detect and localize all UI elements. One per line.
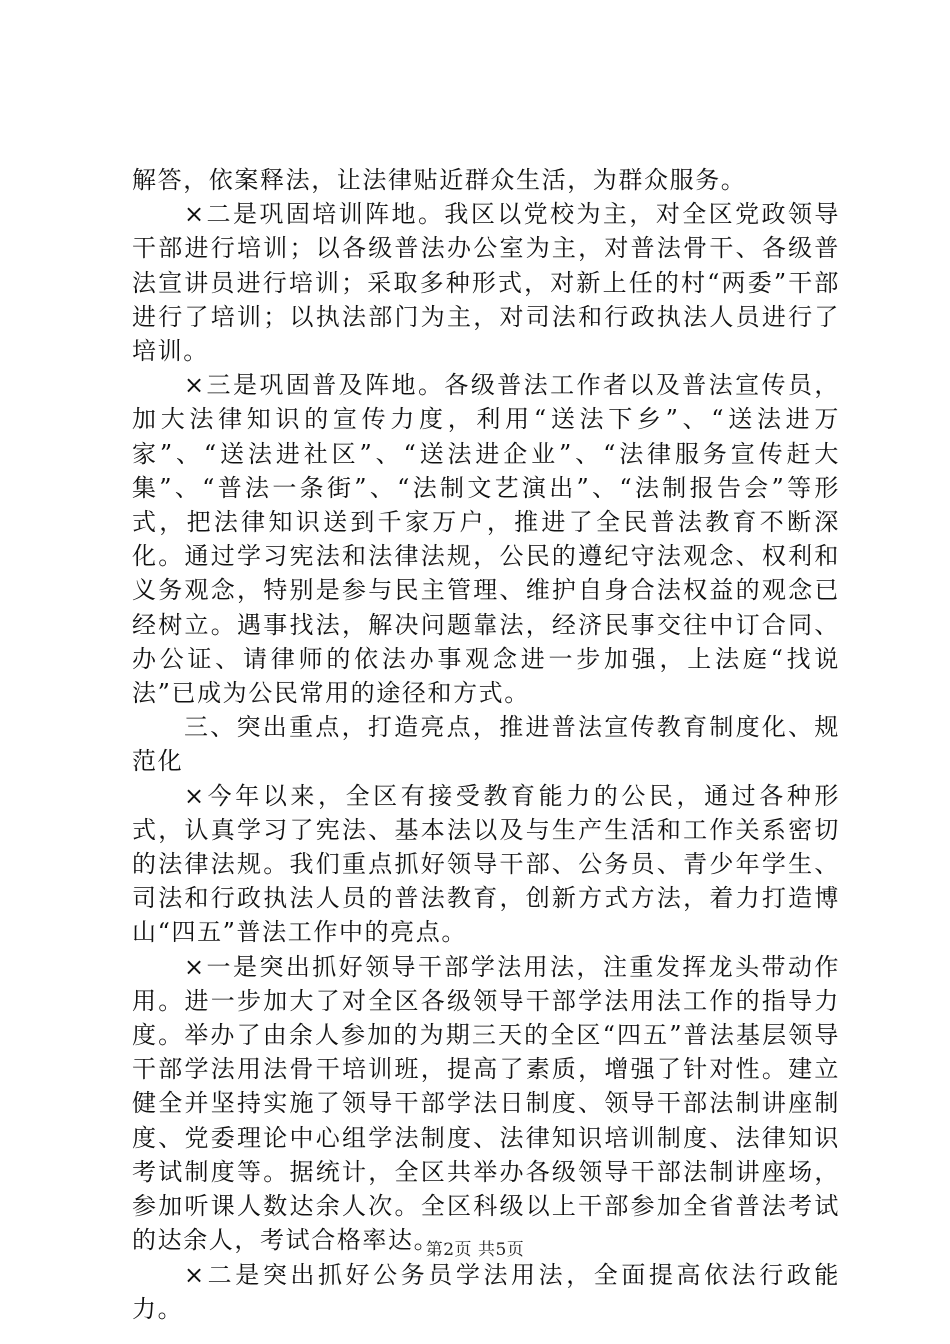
paragraph: ×三是巩固普及阵地。各级普法工作者以及普法宣传员，加大法律知识的宣传力度，利用“送法下乡”、“送法进万家”、“送法进社区”、“送法进企业”、“法律服务宣传赶大集”、“普法一条街”、“法制文艺演出”、“法制报告会”等形式，把法律知识送到千家万户，推进了全民普法教育不断深化。通过学习宪法和法律法规，公民的遵纪守法观念、权利和义务观念，特别是参与民主管理、维护自身合法权益的观念已经树立。遇事找法，解决问题靠法，经济民事交往中订合同、办公证、请律师的依法办事观念进一步加强，上法庭“找说法”已成为公民常用的途径和方式。 <box>132 371 840 708</box>
paragraph: ×二是突出抓好公务员学法用法，全面提高依法行政能力。 <box>132 1260 840 1323</box>
paragraph: ×二是巩固培训阵地。我区以党校为主，对全区党政领导干部进行培训；以各级普法办公室为主，对普法骨干、各级普法宣讲员进行培训；采取多种形式，对新上任的村“两委”干部进行了培训；以执法部门为主，对司法和行政执法人员进行了培训。 <box>132 200 840 366</box>
paragraph: ×今年以来，全区有接受教育能力的公民，通过各种形式，认真学习了宪法、基本法以及与生产生活和工作关系密切的法律法规。我们重点抓好领导干部、公务员、青少年学生、司法和行政执法人员的普法教育，创新方式方法，着力打造博山“四五”普法工作中的亮点。 <box>132 781 840 947</box>
paragraph: ×一是突出抓好领导干部学法用法，注重发挥龙头带动作用。进一步加大了对全区各级领导干部学法用法工作的指导力度。举办了由余人参加的为期三天的全区“四五”普法基层领导干部学法用法骨干培训班，提高了素质，增强了针对性。建立健全并坚持实施了领导干部学法日制度、领导干部法制讲座制度、党委理论中心组学法制度、法律知识培训制度、法律知识考试制度等。据统计，全区共举办各级领导干部法制讲座场，参加听课人数达余人次。全区科级以上干部参加全省普法考试的达余人，考试合格率达。 <box>132 952 840 1255</box>
page-number-footer: 第2页 共5页 <box>425 1240 525 1260</box>
document-body <box>132 163 840 1326</box>
paragraph: 解答，依案释法，让法律贴近群众生活，为群众服务。 <box>132 166 747 194</box>
section-heading: 三、突出重点，打造亮点，推进普法宣传教育制度化、规范化 <box>132 713 840 776</box>
